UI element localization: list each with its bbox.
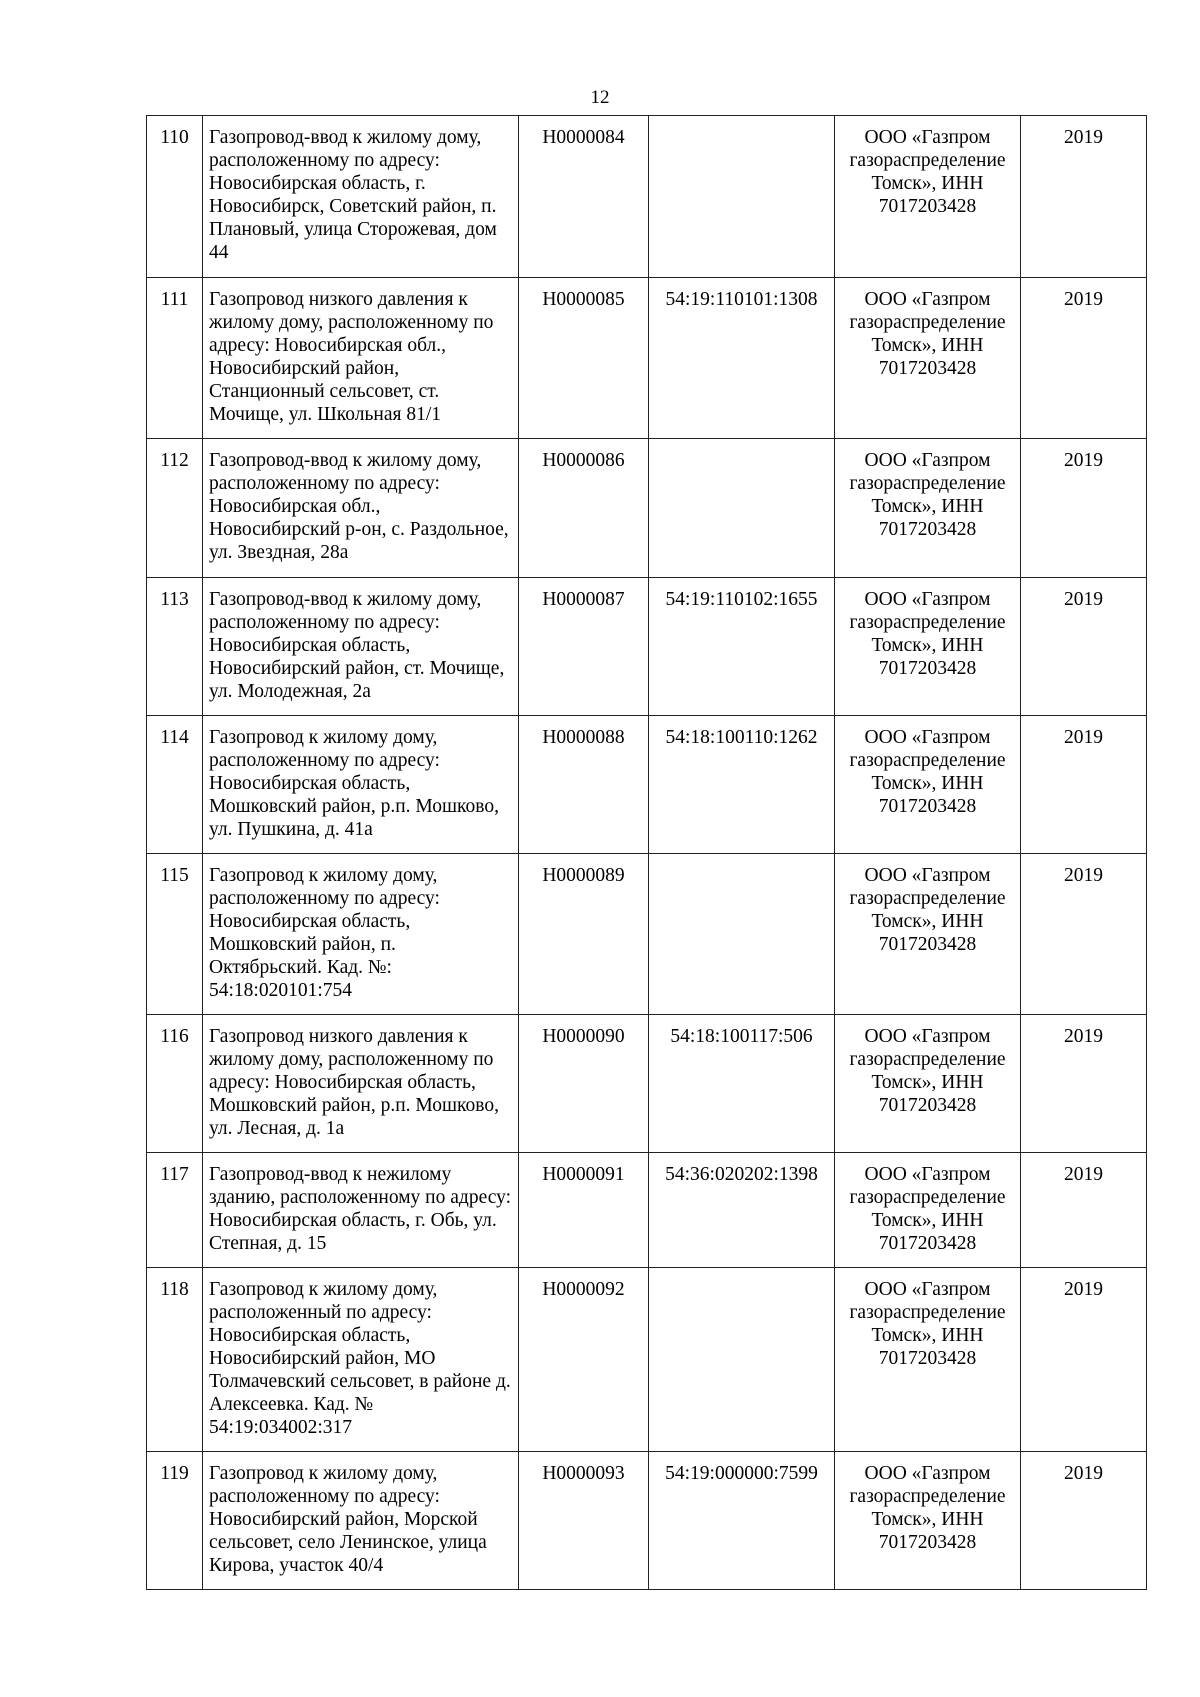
inventory-code-cell: Н0000091 xyxy=(519,1153,649,1268)
owner-line: 7017203428 xyxy=(878,1348,977,1369)
table-row xyxy=(147,1268,1147,1452)
cadastral-number-cell: 54:18:100117:506 xyxy=(649,1015,835,1153)
table-row xyxy=(147,116,1147,278)
object-name-cell: Газопровод к жилому дому, расположенному по адресу: Новосибирская область, Мошковский район, п. Октябрьский. Кад. №: 54:18:020101:754 xyxy=(203,854,519,1015)
cadastral-number-cell: 54:18:100110:1262 xyxy=(649,716,835,854)
object-name-cell: Газопровод низкого давления к жилому дому, расположенному по адресу: Новосибирская область, Мошковский район, р.п. Мошково, ул. Лесная, д. 1а xyxy=(203,1015,519,1153)
cadastral-number-cell: 54:19:110102:1655 xyxy=(649,578,835,716)
owner-line: ООО «Газпром xyxy=(864,1164,991,1185)
inventory-code-cell: Н0000093 xyxy=(519,1452,649,1590)
owner-cell xyxy=(835,578,1021,716)
owner-line: ООО «Газпром xyxy=(864,865,991,886)
owner-cell xyxy=(835,1153,1021,1268)
inventory-code-cell: Н0000088 xyxy=(519,716,649,854)
object-name-cell: Газопровод-ввод к нежилому зданию, расположенному по адресу: Новосибирская область, г. Обь, ул. Степная, д. 15 xyxy=(203,1153,519,1268)
owner-line: 7017203428 xyxy=(878,658,977,679)
owner-line: Томск», ИНН xyxy=(871,773,984,794)
owner-line: Томск», ИНН xyxy=(871,335,984,356)
owner-line: газораспределение xyxy=(849,1187,1006,1208)
year-cell: 2019 xyxy=(1021,1268,1147,1452)
year-cell: 2019 xyxy=(1021,116,1147,278)
owner-cell xyxy=(835,439,1021,578)
owner-line: 7017203428 xyxy=(878,796,977,817)
row-number-cell: 118 xyxy=(147,1268,203,1452)
inventory-code-cell: Н0000084 xyxy=(519,116,649,278)
registry-table-body xyxy=(147,116,1147,1590)
owner-cell xyxy=(835,1268,1021,1452)
inventory-code-cell: Н0000090 xyxy=(519,1015,649,1153)
table-row xyxy=(147,1452,1147,1590)
table-row xyxy=(147,716,1147,854)
owner-line: газораспределение xyxy=(849,473,1006,494)
owner-line: газораспределение xyxy=(849,1486,1006,1507)
row-number-cell: 110 xyxy=(147,116,203,278)
cadastral-number-cell: 54:19:110101:1308 xyxy=(649,278,835,439)
inventory-code-cell: Н0000089 xyxy=(519,854,649,1015)
cadastral-number-cell xyxy=(649,854,835,1015)
owner-line: ООО «Газпром xyxy=(864,1463,991,1484)
owner-line: 7017203428 xyxy=(878,1532,977,1553)
row-number-cell: 115 xyxy=(147,854,203,1015)
table-row xyxy=(147,578,1147,716)
owner-cell xyxy=(835,854,1021,1015)
cadastral-number-cell xyxy=(649,1268,835,1452)
table-row xyxy=(147,439,1147,578)
owner-line: ООО «Газпром xyxy=(864,450,991,471)
inventory-code-cell: Н0000086 xyxy=(519,439,649,578)
owner-line: Томск», ИНН xyxy=(871,173,984,194)
row-number-cell: 119 xyxy=(147,1452,203,1590)
year-cell: 2019 xyxy=(1021,1452,1147,1590)
owner-line: газораспределение xyxy=(849,312,1006,333)
owner-line: газораспределение xyxy=(849,750,1006,771)
table-row xyxy=(147,854,1147,1015)
object-name-cell: Газопровод-ввод к жилому дому, расположенному по адресу: Новосибирская область, г. Новосибирск, Советский район, п. Плановый, улица Сторожевая, дом 44 xyxy=(203,116,519,278)
cadastral-number-cell: 54:19:000000:7599 xyxy=(649,1452,835,1590)
owner-line: Томск», ИНН xyxy=(871,635,984,656)
owner-cell xyxy=(835,1452,1021,1590)
owner-line: газораспределение xyxy=(849,612,1006,633)
owner-line: Томск», ИНН xyxy=(871,1210,984,1231)
row-number-cell: 113 xyxy=(147,578,203,716)
owner-line: ООО «Газпром xyxy=(864,1026,991,1047)
owner-line: 7017203428 xyxy=(878,196,977,217)
year-cell: 2019 xyxy=(1021,578,1147,716)
year-cell: 2019 xyxy=(1021,278,1147,439)
row-number-cell: 112 xyxy=(147,439,203,578)
object-name-cell: Газопровод низкого давления к жилому дому, расположенному по адресу: Новосибирская обл., Новосибирский район, Станционный сельсовет, ст. Мочище, ул. Школьная 81/1 xyxy=(203,278,519,439)
row-number-cell: 116 xyxy=(147,1015,203,1153)
owner-line: ООО «Газпром xyxy=(864,727,991,748)
owner-line: газораспределение xyxy=(849,1302,1006,1323)
row-number-cell: 111 xyxy=(147,278,203,439)
owner-line: Томск», ИНН xyxy=(871,1325,984,1346)
owner-line: 7017203428 xyxy=(878,358,977,379)
owner-line: газораспределение xyxy=(849,150,1006,171)
object-name-cell: Газопровод к жилому дому, расположенный по адресу: Новосибирская область, Новосибирский район, МО Толмачевский сельсовет, в районе д. Алексеевка. Кад. № 54:19:034002:317 xyxy=(203,1268,519,1452)
owner-line: ООО «Газпром xyxy=(864,127,991,148)
owner-cell xyxy=(835,278,1021,439)
object-name-cell: Газопровод к жилому дому, расположенному по адресу: Новосибирский район, Морской сельсовет, село Ленинское, улица Кирова, участок 40/4 xyxy=(203,1452,519,1590)
owner-line: Томск», ИНН xyxy=(871,911,984,932)
inventory-code-cell: Н0000092 xyxy=(519,1268,649,1452)
cadastral-number-cell xyxy=(649,439,835,578)
year-cell: 2019 xyxy=(1021,1015,1147,1153)
registry-table xyxy=(146,115,1147,1590)
inventory-code-cell: Н0000085 xyxy=(519,278,649,439)
owner-line: газораспределение xyxy=(849,888,1006,909)
table-row xyxy=(147,278,1147,439)
object-name-cell: Газопровод-ввод к жилому дому, расположенному по адресу: Новосибирская область, Новосибирский район, ст. Мочище, ул. Молодежная, 2а xyxy=(203,578,519,716)
table-row xyxy=(147,1015,1147,1153)
owner-line: газораспределение xyxy=(849,1049,1006,1070)
owner-line: ООО «Газпром xyxy=(864,1279,991,1300)
row-number-cell: 114 xyxy=(147,716,203,854)
owner-cell xyxy=(835,716,1021,854)
owner-cell xyxy=(835,116,1021,278)
object-name-cell: Газопровод-ввод к жилому дому, расположенному по адресу: Новосибирская обл., Новосибирский р-он, с. Раздольное, ул. Звездная, 28а xyxy=(203,439,519,578)
cadastral-number-cell xyxy=(649,116,835,278)
owner-line: ООО «Газпром xyxy=(864,589,991,610)
table-row xyxy=(147,1153,1147,1268)
object-name-cell: Газопровод к жилому дому, расположенному по адресу: Новосибирская область, Мошковский район, р.п. Мошково, ул. Пушкина, д. 41а xyxy=(203,716,519,854)
owner-line: Томск», ИНН xyxy=(871,496,984,517)
owner-line: 7017203428 xyxy=(878,1095,977,1116)
year-cell: 2019 xyxy=(1021,1153,1147,1268)
owner-line: ООО «Газпром xyxy=(864,289,991,310)
owner-cell xyxy=(835,1015,1021,1153)
page-number: 12 xyxy=(590,87,610,108)
cadastral-number-cell: 54:36:020202:1398 xyxy=(649,1153,835,1268)
year-cell: 2019 xyxy=(1021,716,1147,854)
owner-line: 7017203428 xyxy=(878,934,977,955)
owner-line: 7017203428 xyxy=(878,1233,977,1254)
owner-line: 7017203428 xyxy=(878,519,977,540)
owner-line: Томск», ИНН xyxy=(871,1072,984,1093)
row-number-cell: 117 xyxy=(147,1153,203,1268)
inventory-code-cell: Н0000087 xyxy=(519,578,649,716)
owner-line: Томск», ИНН xyxy=(871,1509,984,1530)
year-cell: 2019 xyxy=(1021,439,1147,578)
year-cell: 2019 xyxy=(1021,854,1147,1015)
